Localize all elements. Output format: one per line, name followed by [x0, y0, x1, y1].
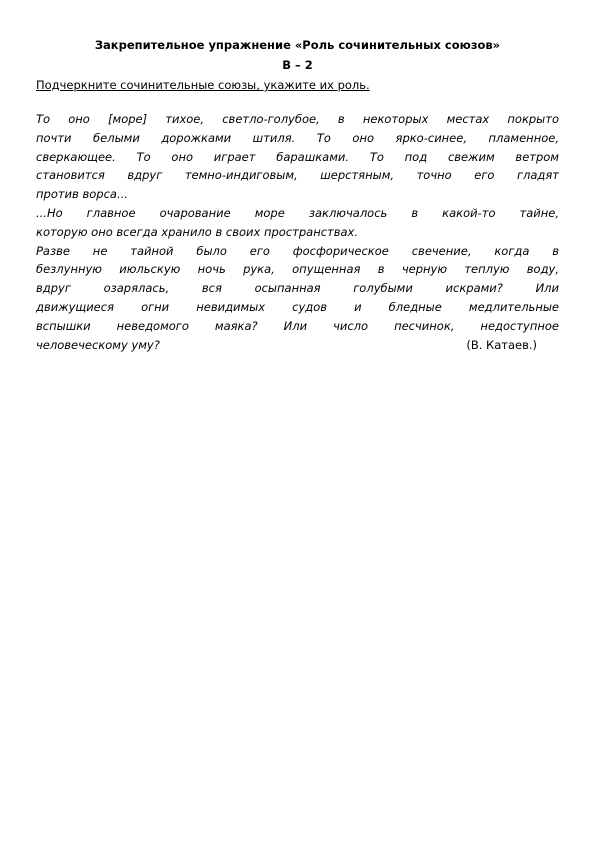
text-line: почти белыми дорожками штиля. То оно ярко-синее, пламенное,	[36, 130, 559, 145]
text-line: вспышки неведомого маяка? Или число песчинок, недоступное	[36, 318, 559, 333]
author-attribution: (В. Катаев.)	[466, 337, 537, 352]
text-line: против ворса...	[36, 187, 128, 202]
text-line: ...Но главное очарование море заключалось в какой-то тайне,	[36, 205, 559, 220]
last-line-row	[36, 336, 559, 355]
text-line: сверкающее. То оно играет барашками. То под свежим ветром	[36, 149, 559, 164]
task-instruction: Подчеркните сочинительные союзы, укажите их роль.	[36, 78, 370, 92]
text-line: безлунную июльскую ночь рука, опущенная в черную теплую воду,	[36, 262, 559, 277]
text-body	[36, 110, 559, 354]
text-line: которую оно всегда хранило в своих пространствах.	[36, 224, 359, 239]
paragraph-3	[36, 242, 559, 355]
text-line: Разве не тайной было его фосфорическое свечение, когда в	[36, 243, 559, 258]
paragraph-1	[36, 110, 559, 204]
variant-label: В – 2	[282, 58, 313, 72]
text-line: движущиеся огни невидимых судов и бледные медлительные	[36, 299, 559, 314]
document-title: Закрепительное упражнение «Роль сочинительных союзов»	[94, 38, 501, 52]
text-line: человеческому уму?	[36, 337, 160, 352]
text-line: становится вдруг темно-индиговым, шерстяным, точно его гладят	[36, 168, 559, 183]
paragraph-2	[36, 204, 559, 242]
text-line: вдруг озарялась, вся осыпанная голубыми искрами? Или	[36, 281, 559, 296]
text-line: То оно [море] тихое, светло-голубое, в некоторых местах покрыто	[36, 112, 559, 126]
